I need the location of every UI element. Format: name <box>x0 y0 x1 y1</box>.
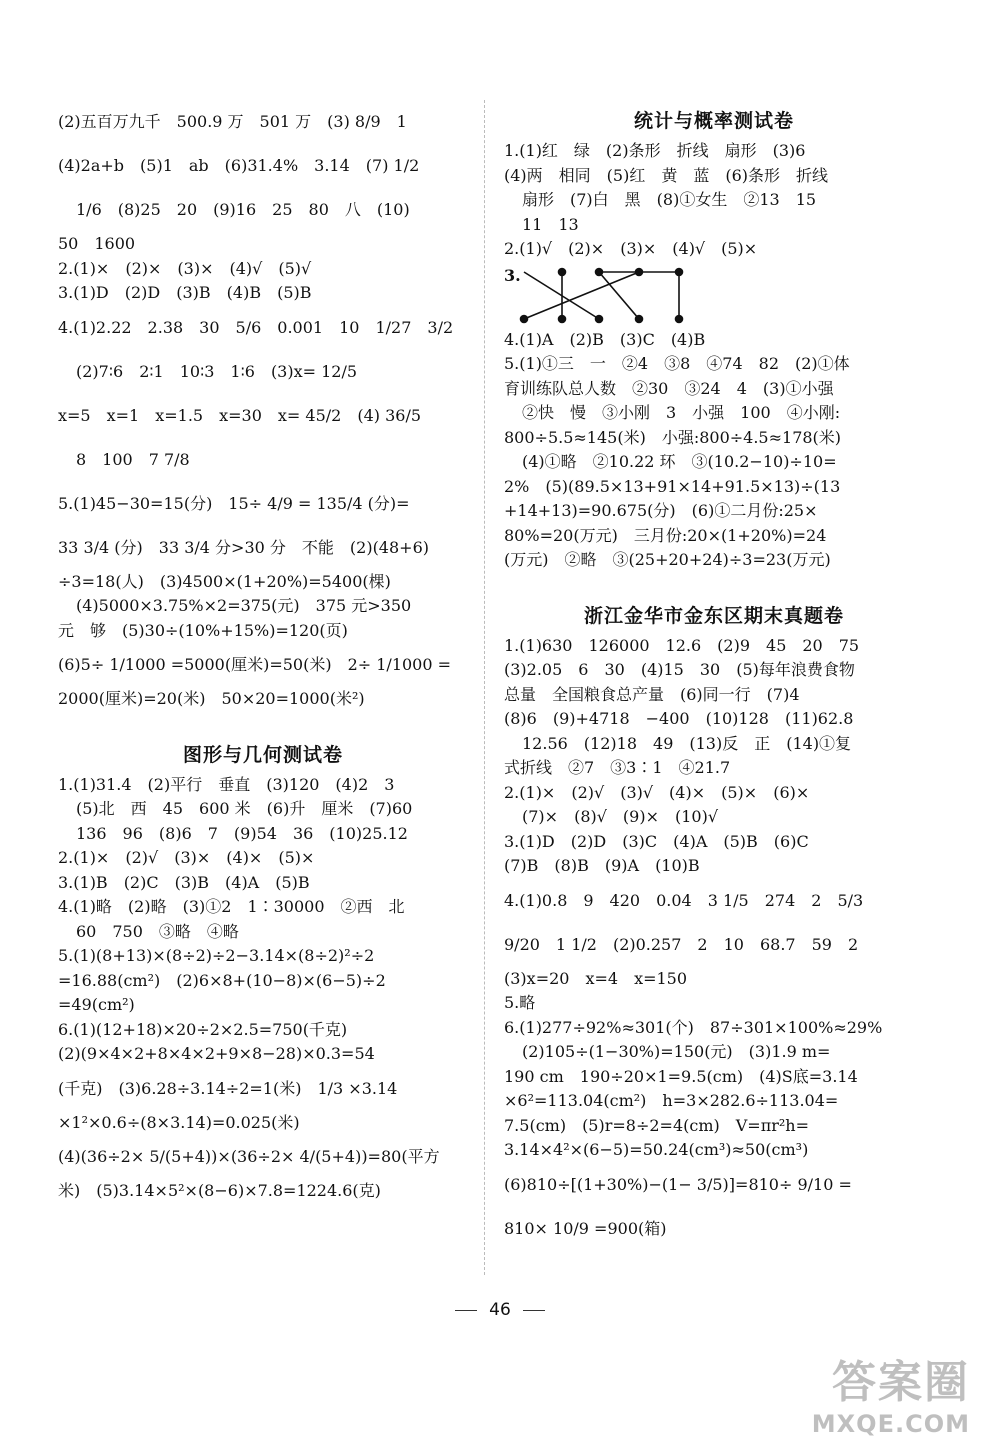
answer-line: ÷3=18(人) (3)4500×(1+20%)=5400(棵) <box>58 571 391 591</box>
answer-line: 190 cm 190÷20×1=9.5(cm) (4)S底=3.14 <box>504 1066 858 1086</box>
answer-line: 米) (5)3.14×5²×(8−6)×7.8=1224.6(克) <box>58 1181 381 1200</box>
answer-line: (4)(36÷2× 5/(5+4))×(36÷2× 4/(5+4))=80(平方 <box>58 1147 440 1166</box>
answer-line: x=5 x=1 x=1.5 x=30 x= 45/2 (4) 36/5 <box>58 405 422 425</box>
watermark-logo <box>812 1346 970 1438</box>
answer-line: 育训练队总人数 ②30 ③24 4 (3)①小强 <box>504 378 834 398</box>
answer-line: 1.(1)31.4 (2)平行 垂直 (3)120 (4)2 3 <box>58 774 395 794</box>
answer-line: 6.(1)(12+18)×20÷2×2.5=750(千克) <box>58 1019 348 1039</box>
answer-line: (8)6 (9)+4718 −400 (10)128 (11)62.8 <box>504 709 854 728</box>
answer-line: (3)2.05 6 30 (4)15 30 (5)每年浪费食物 <box>504 660 855 679</box>
right-column <box>504 100 924 1251</box>
answer-line: 9/20 1 1/2 (2)0.257 2 10 68.7 59 2 <box>504 934 859 954</box>
answer-line: (4)5000×3.75%×2=375(元) 375 元>350 <box>76 596 412 615</box>
answer-line: (2)五百万九千 500.9 万 501 万 (3) 8/9 1 <box>58 112 407 131</box>
answer-line: 800÷5.5≈145(米) 小强:800÷4.5≈178(米) <box>504 427 842 447</box>
answer-line: =49(cm²) <box>58 995 135 1014</box>
answer-line: 8 100 7 7/8 <box>76 449 190 469</box>
answer-line: +14+13)=90.675(分) (6)①二月份:25× <box>504 501 818 520</box>
answer-line: 总量 全国粮食总产量 (6)同一行 (7)4 <box>504 684 800 704</box>
answer-line: 33 3/4 (分) 33 3/4 分>30 分 不能 (2)(48+6) <box>58 537 429 557</box>
right-answers-statistics <box>504 139 924 262</box>
answer-line: (4)两 相同 (5)红 黄 蓝 (6)条形 折线 <box>504 165 828 185</box>
answer-line: 3.14×4²×(6−5)=50.24(cm³)≈50(cm³) <box>504 1140 809 1159</box>
left-answers-geometry <box>58 773 468 1204</box>
answer-line: ×6²=113.04(cm²) h=3×282.6÷113.04= <box>504 1091 839 1110</box>
page-footer <box>0 1300 1000 1320</box>
right-answers-statistics-2 <box>504 328 924 573</box>
right-answers-jinhua <box>504 634 924 1251</box>
left-answers-part1 <box>58 100 468 712</box>
section-title-geometry: 图形与几何测试卷 <box>182 743 343 766</box>
answer-line: (7)B (8)B (9)A (10)B <box>504 856 700 875</box>
matching-diagram <box>504 264 684 324</box>
answer-line: (5)北 西 45 600 米 (6)升 厘米 (7)60 <box>76 799 413 818</box>
answer-line: (3)x=20 x=4 x=150 <box>504 968 688 988</box>
answer-line: 元 够 (5)30÷(10%+15%)=120(页) <box>58 620 348 640</box>
answer-line: 1/6 (8)25 20 (9)16 25 80 八 (10) <box>76 200 410 219</box>
answer-line: 5.略 <box>504 993 536 1012</box>
answer-line: 80%=20(万元) 三月份:20×(1+20%)=24 <box>504 525 827 545</box>
answer-line: 5.(1)(8+13)×(8÷2)÷2−3.14×(8÷2)²÷2 <box>58 946 375 965</box>
answer-line: 5.(1)45−30=15(分) 15÷ 4/9 = 135/4 (分)= <box>58 493 410 513</box>
answer-line: (6)810÷[(1+30%)−(1− 3/5)]=810÷ 9/10 = <box>504 1174 852 1194</box>
answer-line: 60 750 ③略 ④略 <box>76 921 239 941</box>
watermark-title: 答案圈 <box>832 1357 970 1408</box>
answer-line: 12.56 (12)18 49 (13)反 正 (14)①复 <box>522 733 852 753</box>
answer-line: (6)5÷ 1/1000 =5000(厘米)=50(米) 2÷ 1/1000 = <box>58 655 452 674</box>
answer-line: 1.(1)630 126000 12.6 (2)9 45 20 75 <box>504 635 860 655</box>
answer-line: 11 13 <box>522 214 579 234</box>
section-title-jinhua-exam: 浙江金华市金东区期末真题卷 <box>583 604 844 627</box>
answer-line: (2)7∶6 2∶1 10∶3 1∶6 (3)x= 12/5 <box>76 361 358 381</box>
answer-line: 2.(1)× (2)√ (3)√ (4)× (5)× (6)× <box>504 782 810 802</box>
column-divider <box>484 100 485 1275</box>
answer-line: ×1²×0.6÷(8×3.14)=0.025(米) <box>58 1112 300 1132</box>
answer-line: 2.(1)√ (2)× (3)× (4)√ (5)× <box>504 239 758 258</box>
answer-line: (2)(9×4×2+8×4×2+9×8−28)×0.3=54 <box>58 1044 375 1063</box>
answer-line: (7)× (8)√ (9)× (10)√ <box>522 807 719 826</box>
left-column <box>58 100 468 1204</box>
answer-line: ②快 慢 ③小刚 3 小强 100 ④小刚: <box>522 403 841 422</box>
answer-line: 4.(1)略 (2)略 (3)①2 1∶30000 ②西 北 <box>58 897 405 916</box>
answer-line: 4.(1)0.8 9 420 0.04 3 1/5 274 2 5/3 <box>504 890 864 910</box>
answer-line: =16.88(cm²) (2)6×8+(10−8)×(6−5)÷2 <box>58 970 386 990</box>
answer-line: 2000(厘米)=20(米) 50×20=1000(米²) <box>58 689 365 708</box>
watermark-url: MXQE.COM <box>811 1410 970 1438</box>
matching-lines-figure <box>504 264 684 324</box>
section-title-statistics: 统计与概率测试卷 <box>633 110 794 132</box>
answer-line: 7.5(cm) (5)r=8÷2=4(cm) V=πr²h= <box>504 1115 810 1135</box>
answer-line: 4.(1)2.22 2.38 30 5/6 0.001 10 1/27 3/2 <box>58 317 454 337</box>
answer-line: 3.(1)B (2)C (3)B (4)A (5)B <box>58 872 310 892</box>
answer-line: 2% (5)(89.5×13+91×14+91.5×13)÷(13 <box>504 476 841 496</box>
answer-line: 50 1600 <box>58 234 136 253</box>
answer-line: 1.(1)红 绿 (2)条形 折线 扇形 (3)6 <box>504 141 806 160</box>
answer-line: 6.(1)277÷92%≈301(个) 87÷301×100%≈29% <box>504 1017 883 1037</box>
answer-line: (4)2a+b (5)1 ab (6)31.4% 3.14̇ (7) 1/2 <box>58 156 420 175</box>
answer-line: (千克) (3)6.28÷3.14÷2=1(米) 1/3 ×3.14 <box>58 1078 398 1098</box>
matching-label: 3. <box>504 265 521 285</box>
answer-line: (4)①略 ②10.22 环 ③(10.2−10)÷10= <box>522 452 837 471</box>
answer-line: 扇形 (7)白 黑 (8)①女生 ②13 15 <box>522 190 817 209</box>
answer-line: 2.(1)× (2)√ (3)× (4)× (5)× <box>58 848 315 867</box>
answer-line: 136 96 (8)6 7 (9)54 36 (10)25.12 <box>76 823 408 843</box>
answer-line: 式折线 ②7 ③3∶1 ④21.7 <box>504 758 731 777</box>
answer-line: 810× 10/9 =900(箱) <box>504 1218 667 1238</box>
answer-line: 2.(1)× (2)× (3)× (4)√ (5)√ <box>58 258 312 278</box>
answer-line: 3.(1)D (2)D (3)C (4)A (5)B (6)C <box>504 831 809 851</box>
answer-line: 3.(1)D (2)D (3)B (4)B (5)B <box>58 283 312 302</box>
page-number: 46 <box>489 1300 511 1320</box>
answer-line: 4.(1)A (2)B (3)C (4)B <box>504 329 706 349</box>
answer-line: (万元) ②略 ③(25+20+24)÷3=23(万元) <box>504 550 831 569</box>
answer-line: (2)105÷(1−30%)=150(元) (3)1.9 m= <box>522 1042 831 1061</box>
answer-line: 5.(1)①三 一 ②4 ③8 ④74 82 (2)①体 <box>504 354 850 373</box>
